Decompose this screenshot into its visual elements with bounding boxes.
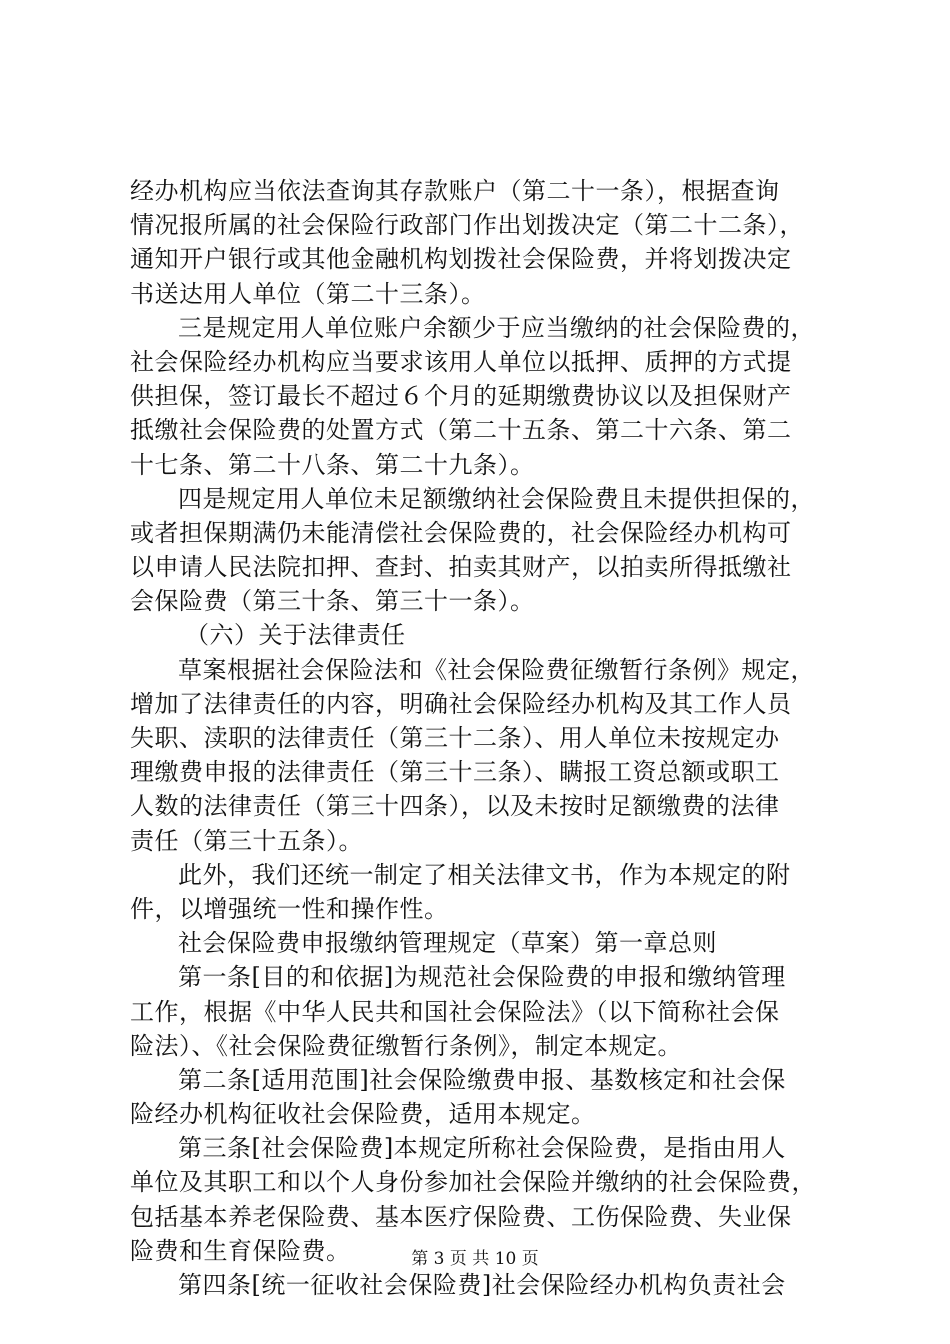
text-line: 供担保，签订最长不超过６个月的延期缴费协议以及担保财产: [130, 382, 792, 411]
text-line: 十七条、第二十八条、第二十九条）。: [130, 450, 535, 479]
text-line: 草案根据社会保险法和《社会保险费征缴暂行条例》规定，: [178, 655, 815, 684]
text-line: 此外，我们还统一制定了相关法律文书，作为本规定的附: [178, 860, 791, 889]
section-heading: （六）关于法律责任: [185, 621, 406, 650]
text-line: 第一条[目的和依据]为规范社会保险费的申报和缴纳管理: [178, 963, 786, 992]
text-line: 情况报所属的社会保险行政部门作出划拨决定（第二十二条），: [130, 211, 804, 240]
text-line: 险费和生育保险费。: [130, 1236, 351, 1265]
text-line: 通知开户银行或其他金融机构划拨社会保险费，并将划拨决定: [130, 245, 792, 274]
text-line: 抵缴社会保险费的处置方式（第二十五条、第二十六条、第二: [130, 416, 792, 445]
text-line: 险经办机构征收社会保险费，适用本规定。: [130, 1100, 596, 1129]
text-line: 人数的法律责任（第三十四条），以及未按时足额缴费的法律: [130, 792, 780, 821]
text-line: 第三条[社会保险费]本规定所称社会保险费，是指由用人: [178, 1134, 786, 1163]
text-line: 或者担保期满仍未能清偿社会保险费的，社会保险经办机构可: [130, 518, 792, 547]
text-line: 件，以增强统一性和操作性。: [130, 894, 449, 923]
text-line: 书送达用人单位（第二十三条）。: [130, 279, 486, 308]
text-line: 失职、渎职的法律责任（第三十二条）、用人单位未按规定办: [130, 724, 780, 752]
page-footer: 第 3 页 共 10 页: [411, 1249, 539, 1269]
text-line: 会保险费（第三十条、第三十一条）。: [130, 587, 535, 616]
text-line: 包括基本养老保险费、基本医疗保险费、工伤保险费、失业保: [130, 1202, 792, 1231]
document-title-line: 社会保险费申报缴纳管理规定（草案）第一章总则: [178, 929, 717, 958]
document-body: [130, 174, 835, 1302]
text-line: 四是规定用人单位未足额缴纳社会保险费且未提供担保的，: [178, 484, 815, 513]
text-line: 理缴费申报的法律责任（第三十三条）、瞒报工资总额或职工: [130, 758, 780, 787]
text-line: 单位及其职工和以个人身份参加社会保险并缴纳的社会保险费，: [130, 1168, 816, 1197]
text-line: 三是规定用人单位账户余额少于应当缴纳的社会保险费的，: [178, 313, 815, 342]
text-line: 经办机构应当依法查询其存款账户（第二十一条），根据查询: [130, 177, 780, 205]
text-line: 以申请人民法院扣押、查封、拍卖其财产，以拍卖所得抵缴社: [130, 553, 792, 582]
text-line: 工作，根据《中华人民共和国社会保险法》（以下简称社会保: [130, 997, 780, 1026]
text-line: 社会保险经办机构应当要求该用人单位以抵押、质押的方式提: [130, 347, 792, 376]
text-line: 第二条[适用范围]社会保险缴费申报、基数核定和社会保: [178, 1065, 786, 1094]
text-line: 险法）、《社会保险费征缴暂行条例》，制定本规定。: [130, 1031, 682, 1060]
text-line: 增加了法律责任的内容，明确社会保险经办机构及其工作人员: [130, 689, 792, 718]
text-line: 第四条[统一征收社会保险费]社会保险经办机构负责社会: [178, 1271, 786, 1299]
text-line: 责任（第三十五条）。: [130, 826, 363, 855]
